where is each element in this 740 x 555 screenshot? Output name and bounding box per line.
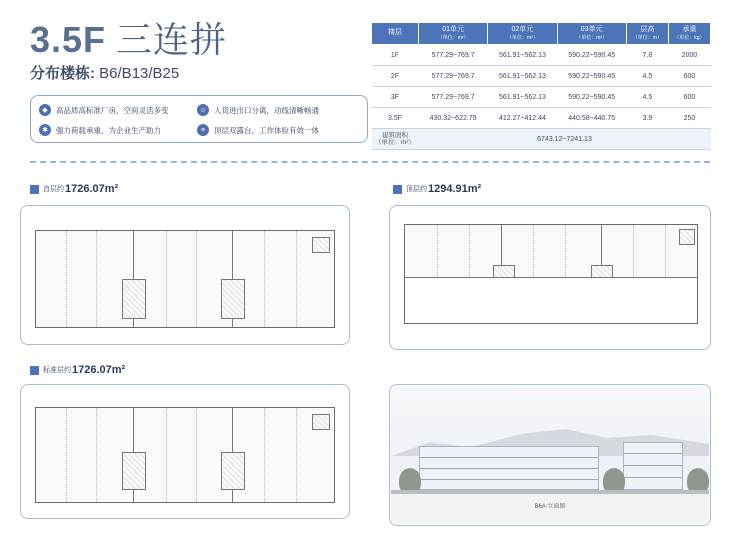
table-header: 01单元 （单位：m²）	[419, 23, 488, 45]
standard-floor-label: 标准层约 1726.07m²	[30, 364, 125, 376]
standard-floor-plan	[35, 407, 335, 503]
buildings-subtitle: 分布楼栋: B6/B13/B25	[30, 65, 180, 82]
table-cell: 577.29~769.7	[419, 45, 488, 66]
building-block	[623, 442, 683, 490]
square-icon	[30, 185, 39, 194]
layers-icon: ≡	[197, 124, 209, 136]
table-cell: 3.9	[626, 108, 668, 129]
table-cell: 440.58~440.75	[557, 108, 626, 129]
table-cell: 建筑面积 （单位：m²）	[372, 129, 419, 150]
elevation-card	[389, 384, 711, 526]
table-header: 楼层	[372, 23, 419, 45]
table-cell: 7.8	[626, 45, 668, 66]
table-cell: 590.22~590.45	[557, 66, 626, 87]
square-icon	[30, 366, 39, 375]
table-cell: 6743.12~7241.13	[419, 129, 711, 150]
elevation-drawing	[391, 386, 709, 524]
building-block	[419, 446, 599, 490]
page-title: 3.5F 三连拼	[30, 19, 228, 61]
table-cell: 430.32~622.79	[419, 108, 488, 129]
feature-item: ☺ 人货进出口分离，动线清晰畅通	[197, 104, 319, 116]
table-header: 承重 （单位：kg）	[668, 23, 710, 45]
table-cell: 561.91~562.13	[488, 66, 557, 87]
table-total-row	[372, 129, 711, 150]
square-icon	[393, 185, 402, 194]
table-cell: 412.27~412.44	[488, 108, 557, 129]
table-cell: 3.5F	[372, 108, 419, 129]
ground-floor-plan	[35, 230, 335, 328]
feature-item: ✱ 强力荷载承重，为企业生产助力	[39, 124, 161, 136]
table-header: 02单元 （单位：m²）	[488, 23, 557, 45]
table-row	[372, 45, 711, 66]
ground-line	[391, 490, 709, 494]
ground-floor-label: 首层约 1726.07m²	[30, 183, 118, 195]
table-row	[372, 108, 711, 129]
top-floor-label: 顶层约 1294.91m²	[393, 183, 481, 195]
table-cell: 561.91~562.13	[488, 87, 557, 108]
elevation-caption: B6#-立面图	[534, 504, 566, 510]
table-cell: 4.5	[626, 66, 668, 87]
section-divider	[30, 161, 710, 163]
standard-floor-card	[20, 384, 350, 519]
table-row	[372, 66, 711, 87]
feature-item: ≡ 顶层双露台，工作体验有效一体	[197, 124, 319, 136]
table-cell: 577.29~769.7	[419, 66, 488, 87]
top-floor-plan	[404, 224, 698, 324]
table-row	[372, 87, 711, 108]
table-cell: 590.22~590.45	[557, 45, 626, 66]
ground-floor-card	[20, 205, 350, 345]
top-floor-card	[389, 205, 711, 350]
table-header: 03单元 （单位：m²）	[557, 23, 626, 45]
table-cell: 250	[668, 108, 710, 129]
table-cell: 2000	[668, 45, 710, 66]
snowflake-icon: ✱	[39, 124, 51, 136]
table-cell: 600	[668, 87, 710, 108]
table-cell: 600	[668, 66, 710, 87]
table-cell: 3F	[372, 87, 419, 108]
table-cell: 577.29~769.7	[419, 87, 488, 108]
table-header: 层高 （单位：m）	[626, 23, 668, 45]
table-cell: 561.91~562.13	[488, 45, 557, 66]
features-box	[30, 95, 368, 143]
table-cell: 4.5	[626, 87, 668, 108]
spec-table	[371, 22, 711, 150]
table-cell: 2F	[372, 66, 419, 87]
table-cell: 590.22~590.45	[557, 87, 626, 108]
table-header-row	[372, 23, 711, 45]
person-icon: ☺	[197, 104, 209, 116]
table-cell: 1F	[372, 45, 419, 66]
feature-item: ◆ 高品质高标准厂房，空间灵活多变	[39, 104, 169, 116]
shield-icon: ◆	[39, 104, 51, 116]
